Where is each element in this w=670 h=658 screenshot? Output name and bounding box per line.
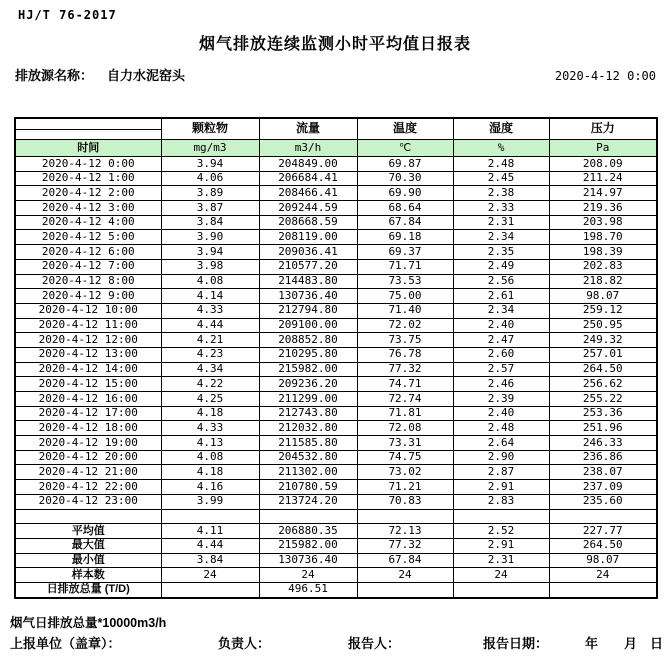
value-cell: 253.36: [549, 406, 657, 421]
value-cell: 198.39: [549, 245, 657, 260]
summary-label-cell: 平均值: [15, 524, 161, 539]
summary-value-cell: 67.84: [357, 553, 453, 568]
value-cell: 212743.80: [259, 406, 357, 421]
summary-value-cell: 98.07: [549, 553, 657, 568]
table-body: [15, 157, 657, 598]
value-cell: 73.53: [357, 274, 453, 289]
value-cell: 2.60: [453, 347, 549, 362]
value-cell: 4.44: [161, 318, 259, 333]
time-cell: 2020-4-12 1:00: [15, 171, 161, 186]
value-cell: 210295.80: [259, 347, 357, 362]
value-cell: 251.96: [549, 421, 657, 436]
summary-label-cell: 最小值: [15, 553, 161, 568]
unit-cell-pressure: Pa: [549, 140, 657, 157]
value-cell: 73.02: [357, 465, 453, 480]
empty-cell: [549, 509, 657, 524]
value-cell: 4.25: [161, 392, 259, 407]
time-cell: 2020-4-12 12:00: [15, 333, 161, 348]
value-cell: 72.74: [357, 392, 453, 407]
value-cell: 203.98: [549, 215, 657, 230]
value-cell: 4.13: [161, 436, 259, 451]
value-cell: 213724.20: [259, 494, 357, 509]
summary-value-cell: 24: [549, 568, 657, 583]
empty-cell: [15, 509, 161, 524]
value-cell: 2.34: [453, 303, 549, 318]
value-cell: 215982.00: [259, 362, 357, 377]
time-cell: 2020-4-12 14:00: [15, 362, 161, 377]
day-label: 日: [650, 636, 664, 651]
value-cell: 2.57: [453, 362, 549, 377]
value-cell: 2.35: [453, 245, 549, 260]
summary-label-cell: 最大值: [15, 538, 161, 553]
value-cell: 2.49: [453, 259, 549, 274]
value-cell: 4.33: [161, 303, 259, 318]
value-cell: 218.82: [549, 274, 657, 289]
table-row: [15, 289, 657, 304]
value-cell: 235.60: [549, 494, 657, 509]
value-cell: 71.81: [357, 406, 453, 421]
summary-value-cell: 206880.35: [259, 524, 357, 539]
source-row: [15, 65, 656, 85]
value-cell: 3.98: [161, 259, 259, 274]
value-cell: 3.90: [161, 230, 259, 245]
value-cell: 211299.00: [259, 392, 357, 407]
value-cell: 219.36: [549, 201, 657, 216]
time-cell: 2020-4-12 10:00: [15, 303, 161, 318]
value-cell: 71.40: [357, 303, 453, 318]
reporter-label: 报告人：: [348, 636, 401, 651]
value-cell: 4.14: [161, 289, 259, 304]
value-cell: 198.70: [549, 230, 657, 245]
value-cell: 246.33: [549, 436, 657, 451]
summary-value-cell: 227.77: [549, 524, 657, 539]
summary-value-cell: 72.13: [357, 524, 453, 539]
table-row: [15, 465, 657, 480]
source-name: 自力水泥窑头: [107, 68, 186, 83]
source-block: [15, 65, 185, 85]
summary-value-cell: 77.32: [357, 538, 453, 553]
time-cell: 2020-4-12 6:00: [15, 245, 161, 260]
header-empty-cell: [15, 130, 161, 140]
empty-cell: [259, 509, 357, 524]
value-cell: 257.01: [549, 347, 657, 362]
column-header-humidity: 湿度: [453, 118, 549, 140]
value-cell: 76.78: [357, 347, 453, 362]
unit-cell-particulate: mg/m3: [161, 140, 259, 157]
value-cell: 255.22: [549, 392, 657, 407]
time-cell: 2020-4-12 11:00: [15, 318, 161, 333]
value-cell: 4.22: [161, 377, 259, 392]
value-cell: 75.00: [357, 289, 453, 304]
value-cell: 2.64: [453, 436, 549, 451]
value-cell: 70.83: [357, 494, 453, 509]
summary-row: [15, 524, 657, 539]
value-cell: 69.18: [357, 230, 453, 245]
time-cell: 2020-4-12 15:00: [15, 377, 161, 392]
month-label: 月: [624, 636, 638, 651]
summary-value-cell: 4.11: [161, 524, 259, 539]
value-cell: 204532.80: [259, 450, 357, 465]
monitoring-table: [14, 117, 658, 599]
value-cell: 2.45: [453, 171, 549, 186]
time-cell: 2020-4-12 17:00: [15, 406, 161, 421]
time-cell: 2020-4-12 16:00: [15, 392, 161, 407]
value-cell: 4.18: [161, 465, 259, 480]
value-cell: 214483.80: [259, 274, 357, 289]
daily-total-label-cell: 日排放总量 (T/D): [15, 582, 161, 597]
empty-cell: [161, 509, 259, 524]
column-header-flow: 流量: [259, 118, 357, 140]
daily-total-value-cell: [453, 582, 549, 597]
table-row: [15, 436, 657, 451]
value-cell: 2.33: [453, 201, 549, 216]
report-date-label: 报告日期：: [483, 636, 549, 651]
value-cell: 208466.41: [259, 186, 357, 201]
time-cell: 2020-4-12 2:00: [15, 186, 161, 201]
summary-value-cell: 3.84: [161, 553, 259, 568]
time-cell: 2020-4-12 23:00: [15, 494, 161, 509]
value-cell: 4.34: [161, 362, 259, 377]
summary-value-cell: 264.50: [549, 538, 657, 553]
value-cell: 208668.59: [259, 215, 357, 230]
time-cell: 2020-4-12 13:00: [15, 347, 161, 362]
value-cell: 202.83: [549, 259, 657, 274]
table-row: [15, 157, 657, 172]
value-cell: 212794.80: [259, 303, 357, 318]
time-cell: 2020-4-12 5:00: [15, 230, 161, 245]
value-cell: 236.86: [549, 450, 657, 465]
value-cell: 206684.41: [259, 171, 357, 186]
summary-value-cell: 2.52: [453, 524, 549, 539]
header-empty-cell: [15, 118, 161, 130]
value-cell: 214.97: [549, 186, 657, 201]
daily-total-value-cell: [357, 582, 453, 597]
value-cell: 208119.00: [259, 230, 357, 245]
summary-value-cell: 24: [259, 568, 357, 583]
value-cell: 264.50: [549, 362, 657, 377]
value-cell: 2.83: [453, 494, 549, 509]
summary-row: [15, 568, 657, 583]
value-cell: 2.40: [453, 406, 549, 421]
daily-total-row: [15, 582, 657, 597]
value-cell: 256.62: [549, 377, 657, 392]
table-row: [15, 362, 657, 377]
separator-row: [15, 509, 657, 524]
source-label: 排放源名称：: [15, 68, 94, 83]
table-row: [15, 347, 657, 362]
reporting-unit-label: 上报单位（盖章）：: [10, 636, 121, 651]
unit-cell-humidity: %: [453, 140, 549, 157]
value-cell: 249.32: [549, 333, 657, 348]
value-cell: 209100.00: [259, 318, 357, 333]
value-cell: 4.08: [161, 274, 259, 289]
value-cell: 4.23: [161, 347, 259, 362]
table-row: [15, 274, 657, 289]
value-cell: 210577.20: [259, 259, 357, 274]
summary-value-cell: 24: [357, 568, 453, 583]
summary-row: [15, 553, 657, 568]
value-cell: 3.99: [161, 494, 259, 509]
daily-total-value-cell: [161, 582, 259, 597]
value-cell: 208.09: [549, 157, 657, 172]
column-header-pressure: 压力: [549, 118, 657, 140]
unit-cell-temperature: ℃: [357, 140, 453, 157]
responsible-person-label: 负责人：: [218, 636, 271, 651]
value-cell: 74.71: [357, 377, 453, 392]
value-cell: 4.21: [161, 333, 259, 348]
time-cell: 2020-4-12 22:00: [15, 480, 161, 495]
summary-value-cell: 215982.00: [259, 538, 357, 553]
unit-row: [15, 140, 657, 157]
table-row: [15, 333, 657, 348]
value-cell: 210780.59: [259, 480, 357, 495]
value-cell: 98.07: [549, 289, 657, 304]
summary-value-cell: 4.44: [161, 538, 259, 553]
value-cell: 2.90: [453, 450, 549, 465]
table-row: [15, 171, 657, 186]
value-cell: 69.37: [357, 245, 453, 260]
value-cell: 3.87: [161, 201, 259, 216]
value-cell: 74.75: [357, 450, 453, 465]
value-cell: 2.31: [453, 215, 549, 230]
value-cell: 2.47: [453, 333, 549, 348]
value-cell: 4.33: [161, 421, 259, 436]
value-cell: 69.90: [357, 186, 453, 201]
value-cell: 69.87: [357, 157, 453, 172]
summary-value-cell: 130736.40: [259, 553, 357, 568]
table-row: [15, 480, 657, 495]
value-cell: 238.07: [549, 465, 657, 480]
table-row: [15, 318, 657, 333]
summary-value-cell: 2.91: [453, 538, 549, 553]
value-cell: 3.94: [161, 245, 259, 260]
value-cell: 2.34: [453, 230, 549, 245]
value-cell: 2.48: [453, 421, 549, 436]
value-cell: 4.06: [161, 171, 259, 186]
daily-total-value-cell: [549, 582, 657, 597]
time-cell: 2020-4-12 20:00: [15, 450, 161, 465]
standard-number: HJ/T 76-2017: [18, 8, 117, 22]
time-column-header: 时间: [15, 140, 161, 157]
value-cell: 237.09: [549, 480, 657, 495]
table-row: [15, 494, 657, 509]
summary-row: [15, 538, 657, 553]
table-row: [15, 186, 657, 201]
value-cell: 204849.00: [259, 157, 357, 172]
value-cell: 2.91: [453, 480, 549, 495]
value-cell: 3.94: [161, 157, 259, 172]
summary-value-cell: 2.31: [453, 553, 549, 568]
time-cell: 2020-4-12 7:00: [15, 259, 161, 274]
page-title: 烟气排放连续监测小时平均值日报表: [198, 36, 471, 53]
year-label: 年: [585, 636, 599, 651]
value-cell: 2.38: [453, 186, 549, 201]
table-row: [15, 392, 657, 407]
value-cell: 3.89: [161, 186, 259, 201]
unit-cell-flow: m3/h: [259, 140, 357, 157]
time-cell: 2020-4-12 8:00: [15, 274, 161, 289]
empty-cell: [357, 509, 453, 524]
table-row: [15, 421, 657, 436]
value-cell: 130736.40: [259, 289, 357, 304]
value-cell: 4.08: [161, 450, 259, 465]
value-cell: 70.30: [357, 171, 453, 186]
time-cell: 2020-4-12 0:00: [15, 157, 161, 172]
value-cell: 209036.41: [259, 245, 357, 260]
value-cell: 73.31: [357, 436, 453, 451]
value-cell: 67.84: [357, 215, 453, 230]
value-cell: 71.21: [357, 480, 453, 495]
value-cell: 73.75: [357, 333, 453, 348]
time-cell: 2020-4-12 19:00: [15, 436, 161, 451]
time-cell: 2020-4-12 9:00: [15, 289, 161, 304]
table-row: [15, 406, 657, 421]
column-header-particulate: 颗粒物: [161, 118, 259, 140]
value-cell: 2.46: [453, 377, 549, 392]
time-cell: 2020-4-12 18:00: [15, 421, 161, 436]
value-cell: 2.39: [453, 392, 549, 407]
value-cell: 211302.00: [259, 465, 357, 480]
value-cell: 77.32: [357, 362, 453, 377]
value-cell: 71.71: [357, 259, 453, 274]
table-row: [15, 215, 657, 230]
value-cell: 259.12: [549, 303, 657, 318]
table-row: [15, 230, 657, 245]
value-cell: 2.61: [453, 289, 549, 304]
time-cell: 2020-4-12 4:00: [15, 215, 161, 230]
empty-cell: [453, 509, 549, 524]
table-row: [15, 377, 657, 392]
summary-value-cell: 24: [161, 568, 259, 583]
value-cell: 2.48: [453, 157, 549, 172]
report-datetime: 2020-4-12 0:00: [554, 69, 656, 83]
value-cell: 3.84: [161, 215, 259, 230]
value-cell: 212032.80: [259, 421, 357, 436]
summary-label-cell: 样本数: [15, 568, 161, 583]
flue-gas-total-note: 烟气日排放总量*10000m3/h: [10, 616, 167, 630]
time-cell: 2020-4-12 21:00: [15, 465, 161, 480]
table-row: [15, 450, 657, 465]
value-cell: 2.40: [453, 318, 549, 333]
signature-row: [0, 633, 670, 653]
table-row: [15, 303, 657, 318]
table-row: [15, 259, 657, 274]
value-cell: 211585.80: [259, 436, 357, 451]
value-cell: 72.08: [357, 421, 453, 436]
value-cell: 209244.59: [259, 201, 357, 216]
table-row: [15, 245, 657, 260]
value-cell: 208852.80: [259, 333, 357, 348]
column-header-temperature: 温度: [357, 118, 453, 140]
value-cell: 4.16: [161, 480, 259, 495]
value-cell: 72.02: [357, 318, 453, 333]
value-cell: 209236.20: [259, 377, 357, 392]
time-cell: 2020-4-12 3:00: [15, 201, 161, 216]
summary-value-cell: 24: [453, 568, 549, 583]
table-row: [15, 201, 657, 216]
value-cell: 250.95: [549, 318, 657, 333]
value-cell: 68.64: [357, 201, 453, 216]
value-cell: 2.87: [453, 465, 549, 480]
value-cell: 2.56: [453, 274, 549, 289]
header-row-top: [15, 118, 657, 130]
value-cell: 211.24: [549, 171, 657, 186]
daily-total-value-cell: 496.51: [259, 582, 357, 597]
value-cell: 4.18: [161, 406, 259, 421]
